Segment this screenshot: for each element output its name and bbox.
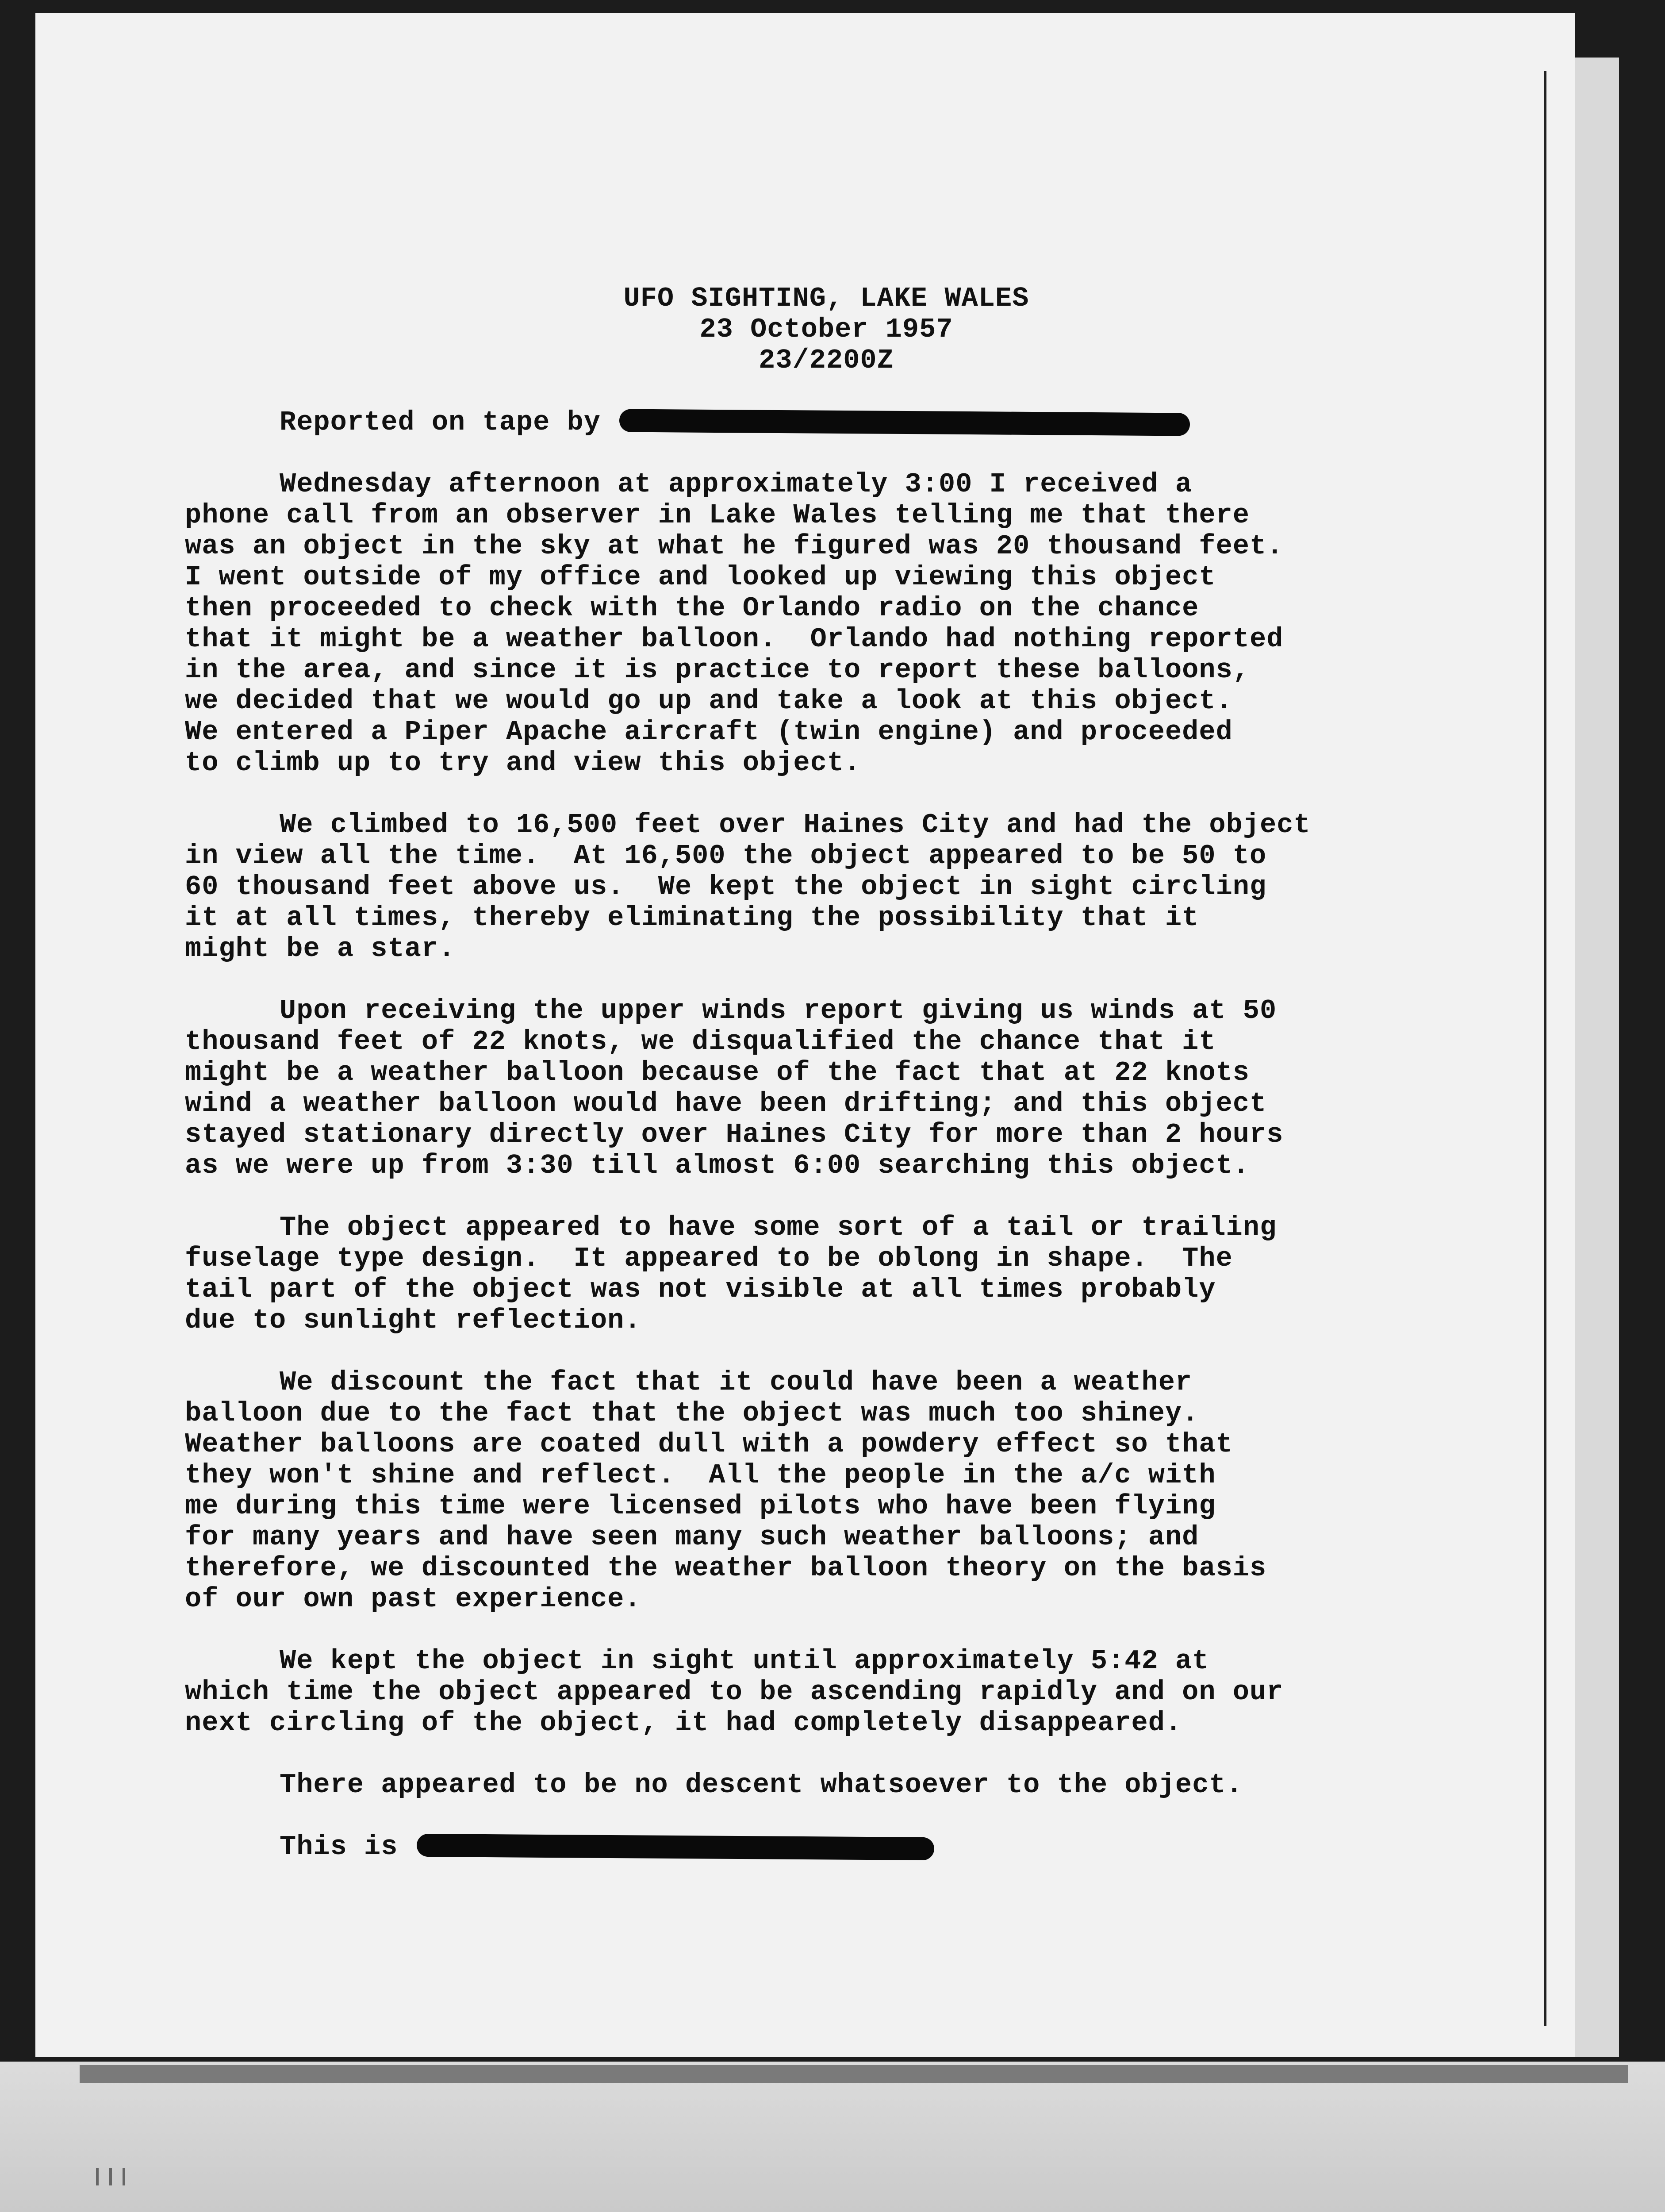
- text-line: We kept the object in sight until approximately 5:42 at: [280, 1645, 1209, 1677]
- text-line: Weather balloons are coated dull with a powdery effect so that: [185, 1429, 1233, 1460]
- margin-tick-marks: [93, 2163, 146, 2190]
- paragraph: [185, 1367, 1468, 1615]
- text-line: Upon receiving the upper winds report giving us winds at 50: [280, 995, 1277, 1026]
- paragraph: [185, 1770, 1468, 1801]
- redaction-bar: [417, 1834, 934, 1860]
- report-paragraphs: [185, 469, 1468, 1801]
- text-line: might be a star.: [185, 933, 456, 964]
- text-line: in view all the time. At 16,500 the object appeared to be 50 to: [185, 840, 1267, 872]
- text-line: in the area, and since it is practice to report these balloons,: [185, 654, 1250, 686]
- text-line: for many years and have seen many such weather balloons; and: [185, 1521, 1199, 1553]
- closing-label: This is: [280, 1831, 398, 1863]
- text-line: they won't shine and reflect. All the people in the a/c with: [185, 1459, 1216, 1491]
- text-line: balloon due to the fact that the object was much too shiney.: [185, 1398, 1199, 1429]
- paragraph: [185, 469, 1468, 779]
- page-border-line: [1544, 71, 1546, 2026]
- text-line: was an object in the sky at what he figured was 20 thousand feet.: [185, 530, 1284, 562]
- text-line: thousand feet of 22 knots, we disqualified the chance that it: [185, 1026, 1216, 1057]
- text-line: then proceeded to check with the Orlando radio on the chance: [185, 592, 1199, 624]
- text-line: I went outside of my office and looked up viewing this object: [185, 561, 1216, 593]
- text-line: We entered a Piper Apache aircraft (twin engine) and proceeded: [185, 716, 1233, 748]
- text-line: We discount the fact that it could have been a weather: [280, 1367, 1193, 1398]
- text-line: which time the object appeared to be ascending rapidly and on our: [185, 1676, 1284, 1708]
- text-line: Wednesday afternoon at approximately 3:00 I received a: [280, 469, 1193, 500]
- text-line: due to sunlight reflection.: [185, 1305, 641, 1336]
- document-time-code: 23/2200Z: [759, 345, 894, 376]
- text-line: next circling of the object, it had completely disappeared.: [185, 1707, 1182, 1739]
- reported-label: Reported on tape by: [280, 407, 601, 438]
- text-line: of our own past experience.: [185, 1583, 641, 1615]
- text-line: tail part of the object was not visible at all times probably: [185, 1274, 1216, 1305]
- redaction-bar: [619, 409, 1190, 436]
- text-line: therefore, we discounted the weather balloon theory on the basis: [185, 1552, 1267, 1584]
- text-line: as we were up from 3:30 till almost 6:00 searching this object.: [185, 1150, 1250, 1181]
- text-line: to climb up to try and view this object.: [185, 747, 861, 779]
- text-line: might be a weather balloon because of the fact that at 22 knots: [185, 1057, 1250, 1088]
- paragraph: [185, 1212, 1468, 1336]
- backing-shadow-strip: [80, 2065, 1628, 2083]
- text-line: me during this time were licensed pilots who have been flying: [185, 1490, 1216, 1522]
- text-line: wind a weather balloon would have been drifting; and this object: [185, 1088, 1267, 1119]
- paragraph: [185, 1646, 1468, 1739]
- document-date: 23 October 1957: [699, 314, 953, 345]
- text-line: The object appeared to have some sort of a tail or trailing: [280, 1212, 1277, 1243]
- paragraph: [185, 995, 1468, 1181]
- document-title: UFO SIGHTING, LAKE WALES: [623, 283, 1029, 314]
- document-header: [185, 283, 1468, 376]
- text-line: that it might be a weather balloon. Orlando had nothing reported: [185, 623, 1284, 655]
- reported-by-line: [185, 407, 1468, 438]
- paragraph: [185, 810, 1468, 964]
- text-line: fuselage type design. It appeared to be oblong in shape. The: [185, 1243, 1233, 1274]
- text-line: phone call from an observer in Lake Wales telling me that there: [185, 499, 1250, 531]
- text-line: There appeared to be no descent whatsoever to the object.: [280, 1769, 1243, 1801]
- text-line: it at all times, thereby eliminating the possibility that it: [185, 902, 1199, 933]
- text-line: We climbed to 16,500 feet over Haines City and had the object: [280, 809, 1311, 841]
- closing-line: [185, 1832, 1468, 1863]
- text-line: 60 thousand feet above us. We kept the object in sight circling: [185, 871, 1267, 902]
- document-body: [185, 283, 1468, 1893]
- text-line: we decided that we would go up and take a look at this object.: [185, 685, 1233, 717]
- text-line: stayed stationary directly over Haines City for more than 2 hours: [185, 1119, 1284, 1150]
- photo-backing: [0, 2062, 1665, 2212]
